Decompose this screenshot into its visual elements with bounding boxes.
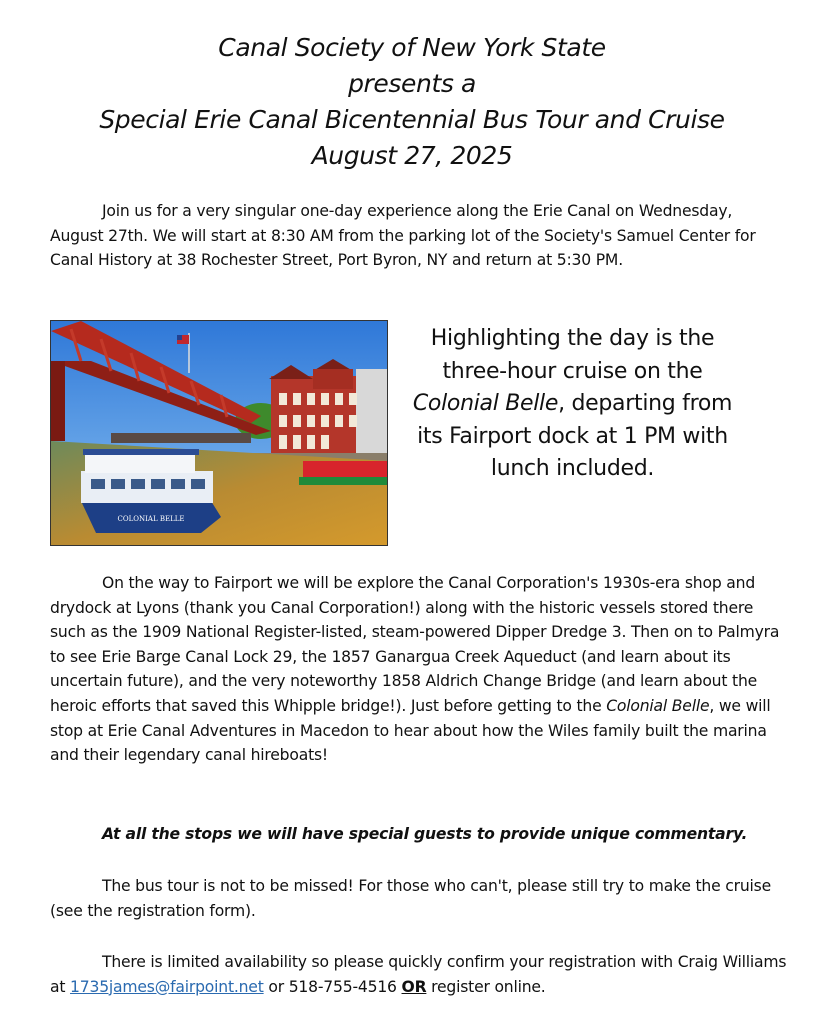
title-event: Special Erie Canal Bicentennial Bus Tour and Cruise <box>99 105 725 134</box>
registration-paragraph <box>50 950 790 999</box>
stops-paragraph <box>50 571 790 768</box>
highlight-text-before: Highlighting the day is the three-hour cruise on the <box>430 326 715 384</box>
register-online-text: register online. <box>426 977 546 996</box>
phone-text: or 518-755-4516 <box>263 977 402 996</box>
intro-paragraph: Join us for a very singular one-day experience along the Erie Canal on Wednesday, August 27th. We will start at 8:30 AM from the parking lot of the Society's Samuel Center for Canal History at 38 Rochester Street, Port Byron, NY and return at 5:30 PM. <box>50 202 756 270</box>
stops-text-part1: On the way to Fairport we will be explore the Canal Corporation's 1930s-era shop and drydock at Lyons (thank you Canal Corporation!) along with the historic vessels stored there such as the 1909 National Register-listed, steam-powered Dipper Dredge 3. Then on to Palmyra to see Erie Barge Canal Lock 29, the 1857 Ganargua Creek Aqueduct (and learn about its uncertain future), and the very noteworthy 1858 Aldrich Change Bridge (and learn about the heroic efforts that saved this Whipple bridge!). Just before getting to the <box>50 574 780 715</box>
title-date: August 27, 2025 <box>311 141 513 170</box>
or-emphasis: OR <box>401 977 427 996</box>
bus-tour-paragraph: The bus tour is not to be missed! For those who can't, please still try to make the cruise (see the registration form). <box>50 877 771 920</box>
cruise-highlight <box>405 323 740 486</box>
email-link[interactable]: 1735james@fairpoint.net <box>70 977 264 996</box>
special-guests-note: At all the stops we will have special guests to provide unique commentary. <box>102 825 748 843</box>
boat-name-text: COLONIAL BELLE <box>117 515 185 523</box>
title-block <box>0 30 824 174</box>
title-presents: presents a <box>348 69 476 98</box>
stops-boat-name: Colonial Belle <box>606 696 710 715</box>
registration-text: There is limited availability so please quickly confirm your registration with Craig Williams at <box>50 953 787 996</box>
highlight-boat-name: Colonial Belle <box>412 391 559 416</box>
stops-text-part2: , we will stop at Erie Canal Adventures in Macedon to hear about how the Wiles family built the marina and their legendary canal hireboats! <box>50 696 771 765</box>
title-organization: Canal Society of New York State <box>218 33 606 62</box>
highlight-text-after: , departing from its Fairport dock at 1 PM with lunch included. <box>417 391 733 481</box>
colonial-belle-photo <box>50 320 388 546</box>
